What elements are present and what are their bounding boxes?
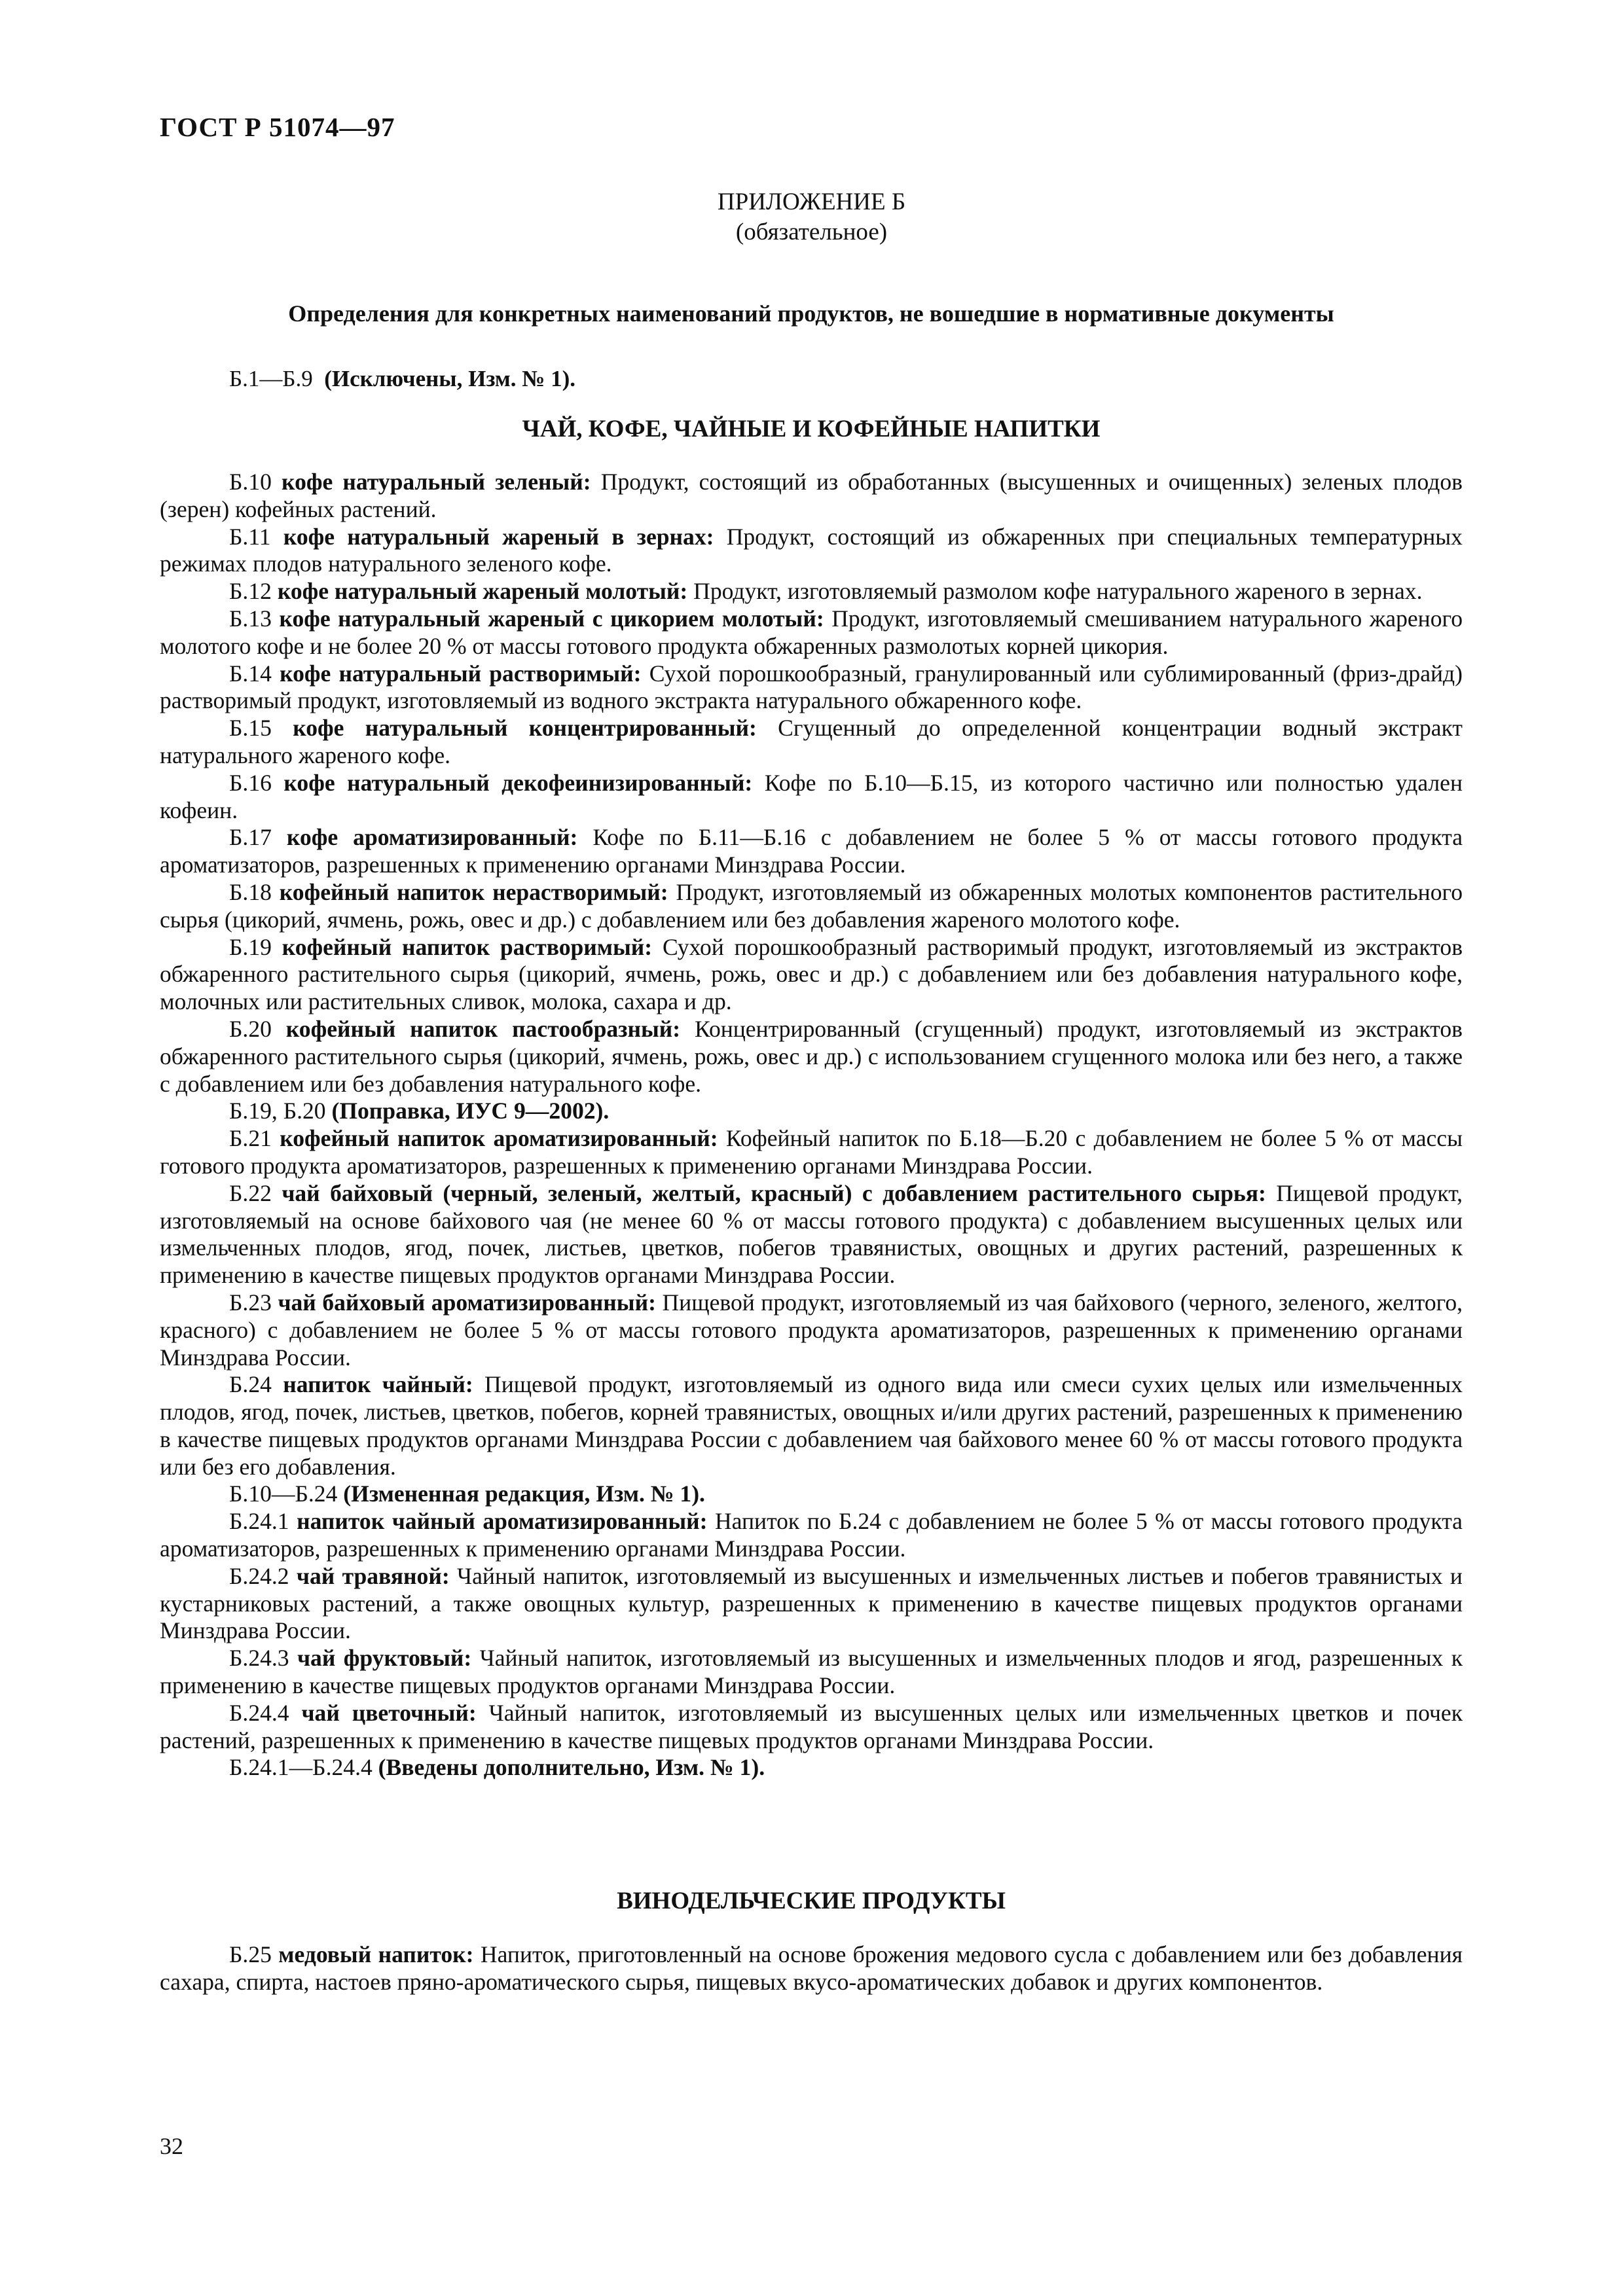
definition-item: Б.20 кофейный напиток пастообразный: Концентрированный (сгущенный) продукт, изготовляемый из экстрактов обжаренного растительного сырья (цикорий, ячмень, рожь, овес и др.) с использованием сгущенного молока или без него, а также с добавлением или без добавления натурального кофе. bbox=[160, 1015, 1463, 1097]
definition-item: Б.22 чай байховый (черный, зеленый, желтый, красный) с добавлением растительного сырья: Пищевой продукт, изготовляемый на основе байхового чая (не менее 60 % от массы готового продукта) с добавлением высушенных целых или измельченных плодов, ягод, почек, листьев, цветков, побегов травянистых, овощных и других растений, разрешенных к применению в качестве пищевых продуктов органами Минздрава России. bbox=[160, 1179, 1463, 1289]
definition-item: Б.24.1 напиток чайный ароматизированный: Напиток по Б.24 с добавлением не более 5 % от массы готового продукта ароматизаторов, разрешенных к применению органами Минздрава России. bbox=[160, 1508, 1463, 1562]
definition-item: Б.16 кофе натуральный декофеинизированный: Кофе по Б.10—Б.15, из которого частично или полностью удален кофеин. bbox=[160, 769, 1463, 823]
standard-header: ГОСТ Р 51074—97 bbox=[160, 112, 395, 142]
definition-item: Б.25 медовый напиток: Напиток, приготовленный на основе брожения медового сусла с добавлением или без добавления сахара, спирта, настоев пряно-ароматического сырья, пищевых вкусо-ароматических добавок и других компонентов. bbox=[160, 1941, 1463, 1995]
note-ref: Б.1—Б.9 bbox=[229, 366, 313, 391]
document-title: Определения для конкретных наименований продуктов, не вошедшие в нормативные документы bbox=[288, 300, 1334, 327]
appendix-label: ПРИЛОЖЕНИЕ Б bbox=[717, 188, 906, 215]
definition-item: Б.24 напиток чайный: Пищевой продукт, изготовляемый из одного вида или смеси сухих целых или измельченных плодов, ягод, почек, листьев, цветков, побегов, корней травянистых, овощных и/или других растений, разрешенных к применению в качестве пищевых продуктов органами Минздрава России с добавлением чая байхового менее 60 % от массы готового продукта или без его добавления. bbox=[160, 1371, 1463, 1480]
note-text: (Исключены, Изм. № 1). bbox=[324, 366, 576, 391]
definition-item: Б.17 кофе ароматизированный: Кофе по Б.11—Б.16 с добавлением не более 5 % от массы готового продукта ароматизаторов, разрешенных к применению органами Минздрава России. bbox=[160, 824, 1463, 878]
excluded-note bbox=[160, 365, 1463, 393]
section-body-tea-coffee bbox=[160, 469, 1463, 1782]
definition-item: Б.21 кофейный напиток ароматизированный: Кофейный напиток по Б.18—Б.20 с добавлением не более 5 % от массы готового продукта ароматизаторов, разрешенных к применению органами Минздрава России. bbox=[160, 1125, 1463, 1179]
definition-item: Б.15 кофе натуральный концентрированный: Сгущенный до определенной концентрации водный экстракт натурального жареного кофе. bbox=[160, 715, 1463, 768]
appendix-status: (обязательное) bbox=[735, 219, 888, 245]
definition-item: Б.24.3 чай фруктовый: Чайный напиток, изготовляемый из высушенных и измельченных плодов и ягод, разрешенных к применению в качестве пищевых продуктов органами Минздрава России. bbox=[160, 1645, 1463, 1699]
definition-item: Б.13 кофе натуральный жареный с цикорием молотый: Продукт, изготовляемый смешиванием натурального жареного молотого кофе и не более 20 % от массы готового продукта обжаренных размолотых корней цикория. bbox=[160, 605, 1463, 659]
definition-item: Б.18 кофейный напиток нерастворимый: Продукт, изготовляемый из обжаренных молотых компонентов растительного сырья (цикорий, ячмень, рожь, овес и др.) с добавлением или без добавления жареного молотого кофе. bbox=[160, 878, 1463, 933]
definition-item: Б.19 кофейный напиток растворимый: Сухой порошкообразный растворимый продукт, изготовляемый из экстрактов обжаренного растительного сырья (цикорий, ячмень, рожь, овес и др.) с добавлением или без добавления натурального кофе, молочных или растительных сливок, молока, сахара и др. bbox=[160, 933, 1463, 1015]
amendment-note: Б.10—Б.24 (Измененная редакция, Изм. № 1). bbox=[229, 1480, 705, 1507]
appendix-heading bbox=[0, 187, 1623, 247]
amendment-note: Б.24.1—Б.24.4 (Введены дополнительно, Изм. № 1). bbox=[229, 1754, 765, 1781]
section-body-wine bbox=[160, 1941, 1463, 1996]
definition-item: Б.12 кофе натуральный жареный молотый: Продукт, изготовляемый размолом кофе натурального жареного в зернах. bbox=[229, 578, 1423, 605]
definition-item: Б.14 кофе натуральный растворимый: Сухой порошкообразный, гранулированный или сублимированный (фриз-драйд) растворимый продукт, изготовляемый из водного экстракта натурального обжаренного кофе. bbox=[160, 660, 1463, 714]
definition-item: Б.11 кофе натуральный жареный в зернах: Продукт, состоящий из обжаренных при специальных температурных режимах плодов натурального зеленого кофе. bbox=[160, 523, 1463, 577]
definition-item: Б.24.4 чай цветочный: Чайный напиток, изготовляемый из высушенных целых или измельченных цветков и почек растений, разрешенных к применению в качестве пищевых продуктов органами Минздрава России. bbox=[160, 1699, 1463, 1753]
section-heading-wine: ВИНОДЕЛЬЧЕСКИЕ ПРОДУКТЫ bbox=[617, 1888, 1006, 1914]
definition-item: Б.23 чай байховый ароматизированный: Пищевой продукт, изготовляемый из чая байхового (черного, зеленого, желтого, красного) с добавлением не более 5 % от массы готового продукта ароматизаторов, разрешенных к применению органами Минздрава России. bbox=[160, 1289, 1463, 1371]
definition-item: Б.24.2 чай травяной: Чайный напиток, изготовляемый из высушенных и измельченных листьев и побегов травянистых и кустарниковых растений, а также овощных культур, разрешенных к применению в качестве пищевых продуктов органами Минздрава России. bbox=[160, 1562, 1463, 1644]
amendment-note: Б.19, Б.20 (Поправка, ИУС 9—2002). bbox=[229, 1098, 610, 1124]
definition-item: Б.10 кофе натуральный зеленый: Продукт, состоящий из обработанных (высушенных и очищенных) зеленых плодов (зерен) кофейных растений. bbox=[160, 469, 1463, 522]
page-number: 32 bbox=[160, 2133, 183, 2159]
section-heading-tea-coffee: ЧАЙ, КОФЕ, ЧАЙНЫЕ И КОФЕЙНЫЕ НАПИТКИ bbox=[522, 416, 1101, 442]
